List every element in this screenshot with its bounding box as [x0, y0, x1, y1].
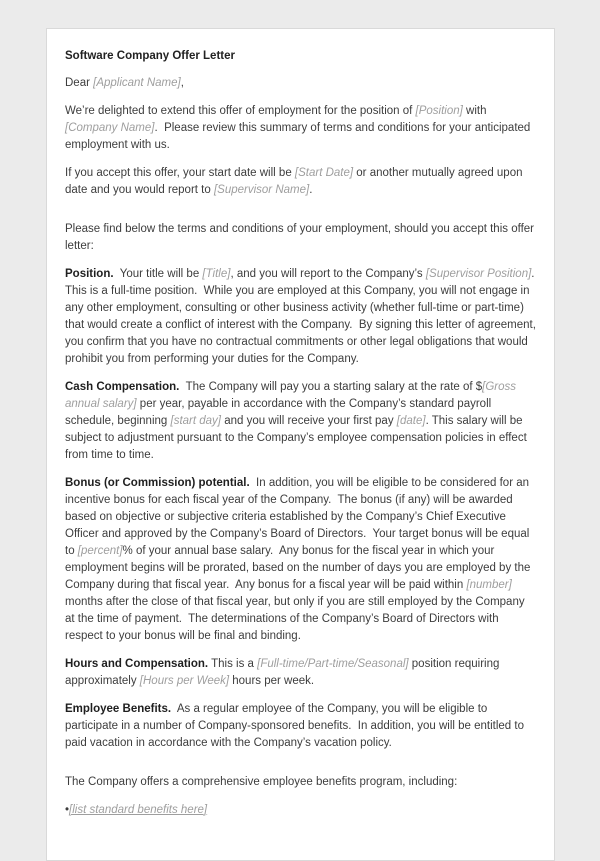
placeholder-text: [Gross annual salary]: [65, 381, 520, 410]
placeholder-text: [Full-time/Part-time/Seasonal]: [257, 658, 409, 670]
body-text: •: [65, 804, 70, 816]
body-text: hours per week.: [229, 675, 315, 687]
body-text: . Please review this summary of terms and conditions for your anticipated employment with us.: [65, 122, 534, 151]
document-title: Software Company Offer Letter: [65, 50, 235, 62]
placeholder-text: [Hours per Week]: [139, 675, 230, 687]
paragraph-benefits-bullet: [65, 802, 536, 819]
placeholder-text: [Applicant Name]: [93, 77, 181, 89]
body-text: . This is a full-time position. While you are employed at this Company, you will not engage in any other employment, consulting or other business activity (whether full-time or part-time) that would create a conflict of interest with the Company. By signing this letter of agreement, you confirm that you have no contractual commitments or other legal obligations that would prohibit you from performing your duties for the Company.: [65, 268, 541, 365]
body-text: The Company will pay you a starting salary at the rate of $: [179, 381, 483, 393]
body-text: If you accept this offer, your start date will be: [65, 167, 295, 179]
body-text: Dear: [65, 77, 94, 89]
paragraph-cash-compensation: [65, 379, 536, 464]
body-text: .: [309, 184, 313, 196]
body-text: . This salary will be subject to adjustment pursuant to the Company’s employee compensation policies in effect from time to time.: [65, 415, 530, 461]
section-heading: Bonus (or Commission) potential.: [65, 477, 250, 489]
body-text: This is a: [208, 658, 258, 670]
body-text: with: [462, 105, 490, 117]
body-text: and you will receive your first pay: [221, 415, 397, 427]
paragraph-start-date: [65, 165, 536, 199]
placeholder-text: [date]: [396, 415, 426, 427]
placeholder-text: [Title]: [202, 268, 231, 280]
section-heading: Employee Benefits.: [65, 703, 172, 715]
section-heading: Position.: [65, 268, 114, 280]
body-text: , and you will report to the Company’s: [230, 268, 426, 280]
placeholder-text: [Position]: [415, 105, 463, 117]
body-text: Your title will be: [113, 268, 203, 280]
placeholder-text: [Start Date]: [294, 167, 354, 179]
body-text: Please find below the terms and conditions of your employment, should you accept this offer letter:: [65, 223, 538, 252]
placeholder-text: [number]: [466, 579, 512, 591]
section-heading: Cash Compensation.: [65, 381, 180, 393]
placeholder-text: [Supervisor Position]: [425, 268, 532, 280]
body-text: As a regular employee of the Company, you will be eligible to participate in a number of Company-sponsored benefits. In addition, you will be entitled to paid vacation in accordance with the Company’s vacation policy.: [65, 703, 528, 749]
paragraph-bonus: [65, 475, 536, 645]
paragraph-position: [65, 266, 541, 368]
placeholder-text: [start day]: [170, 415, 221, 427]
offer-letter-page: [46, 28, 555, 861]
body-text: We’re delighted to extend this offer of employment for the position of: [65, 105, 416, 117]
body-text: position requiring approximately: [65, 658, 503, 687]
section-heading: Hours and Compensation.: [65, 658, 209, 670]
body-text: % of your annual base salary. Any bonus for the fiscal year in which your employment begins will be prorated, based on the number of days you are employed by the Company during that fiscal year. Any bonus for a fiscal year will be paid within: [65, 545, 534, 591]
paragraph-intro: [65, 103, 536, 154]
body-text: In addition, you will be eligible to be considered for an incentive bonus for each fiscal year of the Company. The bonus (if any) will be awarded based on objective or subjective criteria established by the Company’s Chief Executive Officer and approved by the Company’s Board of Directors. Your target bonus will be equal to: [65, 477, 533, 557]
body-text: months after the close of that fiscal year, but only if you are still employed by the Company at the time of payment. The determinations of the Company’s Board of Directors with respect to your bonus will be final and binding.: [65, 579, 528, 642]
paragraph-employee-benefits: [65, 701, 536, 752]
body-text: or another mutually agreed upon date and you would report to: [65, 167, 526, 196]
placeholder-text: [percent]: [77, 545, 123, 557]
body-text: The Company offers a comprehensive employee benefits program, including:: [65, 776, 458, 788]
placeholder-text: [Supervisor Name]: [213, 184, 310, 196]
body-text: per year, payable in accordance with the Company’s standard payroll schedule, beginning: [65, 398, 495, 427]
body-text: ,: [180, 77, 184, 89]
paragraph-hours: [65, 656, 536, 690]
placeholder-text: [list standard benefits here]: [69, 804, 208, 816]
paragraph-salutation: [65, 75, 536, 92]
paragraph-terms-intro: [65, 221, 536, 255]
placeholder-text: [Company Name]: [65, 122, 155, 134]
paragraph-benefits-intro: [65, 774, 536, 791]
